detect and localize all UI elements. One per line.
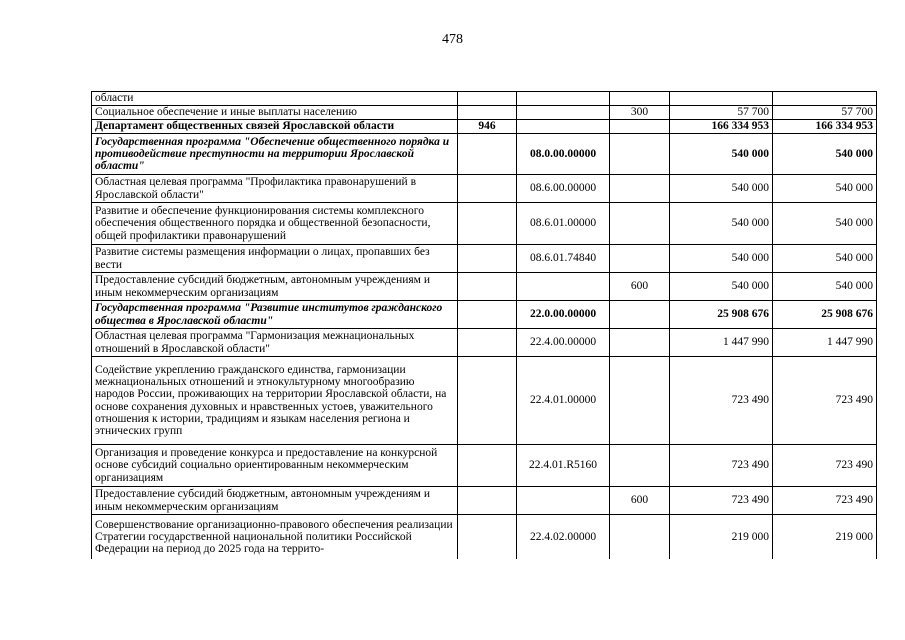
row-name: Государственная программа "Развитие институтов гражданского общества в Ярославской области"	[92, 301, 458, 329]
row-name: Предоставление субсидий бюджетным, автономным учреждениям и иным некоммерческим организациям	[92, 487, 458, 515]
table-row	[92, 245, 877, 273]
row-sum2: 25 908 676	[773, 301, 877, 329]
row-sum1: 25 908 676	[670, 301, 773, 329]
row-vr	[610, 134, 670, 175]
row-vr	[610, 329, 670, 357]
row-sum2: 723 490	[773, 357, 877, 445]
row-sum2: 166 334 953	[773, 120, 877, 134]
row-sum1: 219 000	[670, 515, 773, 559]
row-sum2: 540 000	[773, 245, 877, 273]
row-vr	[610, 445, 670, 487]
row-code	[517, 487, 610, 515]
row-sum2: 219 000	[773, 515, 877, 559]
table-row	[92, 329, 877, 357]
row-sum1: 540 000	[670, 134, 773, 175]
table-row	[92, 357, 877, 445]
row-vr	[610, 120, 670, 134]
row-code: 08.6.01.00000	[517, 203, 610, 245]
budget-table	[91, 91, 877, 559]
table-row	[92, 175, 877, 203]
row-admin	[458, 92, 517, 106]
row-code: 08.6.01.74840	[517, 245, 610, 273]
row-sum2: 540 000	[773, 175, 877, 203]
row-sum2: 540 000	[773, 203, 877, 245]
row-sum1: 723 490	[670, 487, 773, 515]
row-sum1: 57 700	[670, 106, 773, 120]
row-name: Организация и проведение конкурса и предоставление на конкурсной основе субсидий социально ориентированным некоммерческим организациям	[92, 445, 458, 487]
table-row	[92, 445, 877, 487]
row-name: Совершенствование организационно-правового обеспечения реализации Стратегии государственной национальной политики Российской Федерации на период до 2025 года на террито-	[92, 515, 458, 559]
row-name: Государственная программа "Обеспечение общественного порядка и противодействие преступности на территории Ярославской области"	[92, 134, 458, 175]
row-name: Развитие системы размещения информации о лицах, пропавших без вести	[92, 245, 458, 273]
row-name: Содействие укреплению гражданского единства, гармонизации межнациональных отношений и этнокультурному многообразию народов России, проживающих на территории Ярославской области, на основе сохранения духовных и нравственных устоев, уважительного отношения к истории, традициям и языкам населения региона и этнических групп	[92, 357, 458, 445]
row-admin	[458, 106, 517, 120]
row-sum2: 723 490	[773, 487, 877, 515]
row-code: 22.0.00.00000	[517, 301, 610, 329]
row-vr: 600	[610, 487, 670, 515]
row-code: 08.0.00.00000	[517, 134, 610, 175]
row-vr	[610, 357, 670, 445]
row-sum1: 540 000	[670, 273, 773, 301]
row-name: Областная целевая программа "Гармонизация межнациональных отношений в Ярославской области"	[92, 329, 458, 357]
row-sum2: 540 000	[773, 273, 877, 301]
table-row	[92, 106, 877, 120]
row-admin	[458, 487, 517, 515]
row-admin	[458, 273, 517, 301]
row-code	[517, 92, 610, 106]
row-name: Департамент общественных связей Ярославской области	[92, 120, 458, 134]
table-row	[92, 134, 877, 175]
row-name: области	[92, 92, 458, 106]
row-code	[517, 273, 610, 301]
row-vr	[610, 245, 670, 273]
row-sum2: 540 000	[773, 134, 877, 175]
row-name: Социальное обеспечение и иные выплаты населению	[92, 106, 458, 120]
row-code	[517, 106, 610, 120]
row-admin	[458, 134, 517, 175]
row-sum2: 723 490	[773, 445, 877, 487]
row-admin	[458, 245, 517, 273]
row-sum1: 723 490	[670, 445, 773, 487]
row-name: Областная целевая программа "Профилактика правонарушений в Ярославской области"	[92, 175, 458, 203]
table-row	[92, 487, 877, 515]
row-code: 22.4.00.00000	[517, 329, 610, 357]
row-admin	[458, 203, 517, 245]
row-name: Предоставление субсидий бюджетным, автономным учреждениям и иным некоммерческим организациям	[92, 273, 458, 301]
row-admin: 946	[458, 120, 517, 134]
row-vr: 600	[610, 273, 670, 301]
row-vr	[610, 92, 670, 106]
row-vr: 300	[610, 106, 670, 120]
row-admin	[458, 329, 517, 357]
table-row	[92, 301, 877, 329]
row-vr	[610, 203, 670, 245]
row-sum1: 1 447 990	[670, 329, 773, 357]
row-admin	[458, 445, 517, 487]
row-name: Развитие и обеспечение функционирования системы комплексного обеспечения общественного порядка и общественной безопасности, общей профилактики правонарушений	[92, 203, 458, 245]
row-code: 08.6.00.00000	[517, 175, 610, 203]
row-sum2	[773, 92, 877, 106]
row-admin	[458, 357, 517, 445]
row-admin	[458, 301, 517, 329]
table-row	[92, 273, 877, 301]
row-sum1: 540 000	[670, 203, 773, 245]
row-sum1: 723 490	[670, 357, 773, 445]
row-sum2: 1 447 990	[773, 329, 877, 357]
row-vr	[610, 175, 670, 203]
row-sum1: 540 000	[670, 175, 773, 203]
page-number: 478	[442, 32, 463, 47]
row-vr	[610, 301, 670, 329]
table-row	[92, 92, 877, 106]
table-row	[92, 120, 877, 134]
row-code: 22.4.01.00000	[517, 357, 610, 445]
row-sum2: 57 700	[773, 106, 877, 120]
row-vr	[610, 515, 670, 559]
row-sum1: 166 334 953	[670, 120, 773, 134]
row-admin	[458, 515, 517, 559]
row-sum1	[670, 92, 773, 106]
row-code: 22.4.01.R5160	[517, 445, 610, 487]
row-admin	[458, 175, 517, 203]
table-row	[92, 515, 877, 559]
row-sum1: 540 000	[670, 245, 773, 273]
row-code	[517, 120, 610, 134]
table-row	[92, 203, 877, 245]
row-code: 22.4.02.00000	[517, 515, 610, 559]
